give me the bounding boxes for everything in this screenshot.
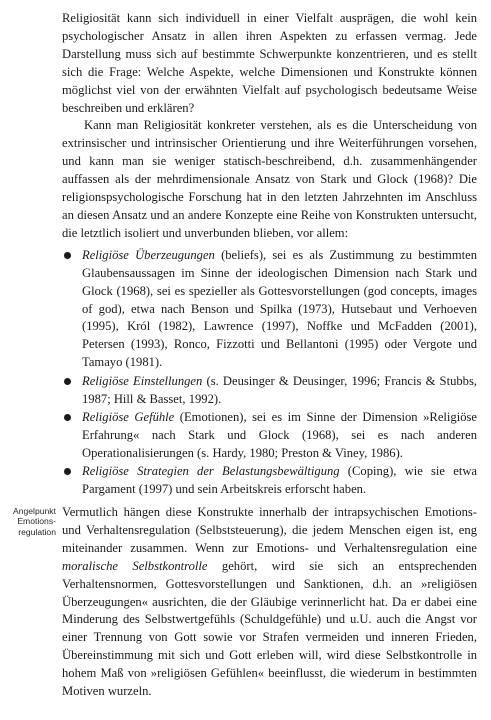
margin-note-line: Emotions-	[17, 516, 56, 527]
list-item-text: (beliefs), sei es als Zustimmung zu bestimmten Glaubensaussagen im Sinne der ideologischen Dimension nach Stark und Glock (1968), sei es spezieller als Gottesvorstellungen (god concepts, images of god), etwa nach Benson und Spilka (1973), Hutsebaut und Verhoeven (1995), Król (1982), Lawrence (1997), Noffke und McFadden (2001), Petersen (1993), Ronco, Fizzotti und Bellantoni (1995) oder Vergote und Tamayo (1981).	[82, 247, 477, 370]
list-item	[62, 247, 477, 372]
intro-paragraph: Religiosität kann sich individuell in einer Vielfalt ausprägen, die wohl kein psychologischer Ansatz in allen ihren Aspekten zu erfassen vermag. Jede Darstellung muss sich auf bestimmte Schwerpunkte konzentrieren, und es stellt sich die Frage: Welche Aspekte, welche Dimensionen und Konstrukte können möglichst viel von der erwähnten Vielfalt auf psychologisch bedeutsame Weise beschreiben und erklären?	[62, 11, 477, 115]
list-item	[62, 373, 477, 409]
second-paragraph: Kann man Religiosität konkreter verstehen, als es die Unterscheidung von extrinsischer und intrinsischer Orientierung und ihre Weiterführungen vorsehen, und kann man sie weniger statisch-beschreibend, d.h. zusammenhängender auffassen als der mehrdimensionale Ansatz von Stark und Glock (1968)? Die religionspsychologische Forschung hat in den letzten Jahrzehnten im Anschluss an diesen Ansatz und an andere Konzepte eine Reihe von Konstrukten untersucht, die letztlich isoliert und unverbunden blieben, vor allem:	[62, 118, 477, 240]
bullet-icon	[64, 252, 71, 259]
emphasis-term: moralische Selbstkontrolle	[62, 558, 208, 573]
construct-list	[62, 247, 477, 499]
list-item-text: (s. Deusinger & Deusinger, 1996; Francis & Stubbs, 1987; Hill & Basset, 1992).	[82, 373, 478, 406]
list-item-term: Religiöse Überzeugungen	[82, 247, 215, 262]
list-item-text: (Coping), wie sie etwa Pargament (1997) und sein Arbeitskreis erforscht haben.	[82, 464, 477, 497]
final-paragraph-text: gehört, wird sie sich an entsprechenden Verhaltensnormen, Gottesvorstellungen und Sanktionen, d.h. an »religiösen Überzeugungen« ausrichten, die der Gläubige verinnerlicht hat. Da er dabei eine Minderung des Selbstwertgefühls (Schuldgefühle) und u.U. auch die Angst vor einer Trennung von Gott sowie vor Strafen vermeiden und inneren Frieden, Übereinstimmung mit sich und Gott erleben will, wird diese Selbstkontrolle in hohem Maß von »religiösen Gefühlen« beeinflusst, die wiederum in bestimmten Motiven wurzeln.	[62, 558, 477, 699]
list-item-term: Religiöse Gefühle	[82, 409, 175, 424]
list-item	[62, 463, 477, 499]
list-item-term: Religiöse Einstellungen	[82, 373, 203, 388]
final-paragraph	[62, 504, 477, 701]
margin-note-line: Angelpunkt	[12, 505, 56, 516]
bullet-icon	[64, 468, 71, 475]
margin-note-line: regulation	[18, 526, 56, 537]
list-item	[62, 409, 477, 463]
bullet-icon	[64, 378, 71, 385]
list-item-term: Religiöse Strategien der Belastungsbewältigung	[82, 464, 340, 479]
list-item-text: (Emotionen), sei es im Sinne der Dimension »Religiöse Erfahrung« nach Stark und Glock (1968), sei es nach anderen Operationalisierungen (s. Hardy, 1980; Preston & Viney, 1986).	[82, 409, 477, 460]
margin-note	[4, 506, 56, 538]
final-paragraph-text: Vermutlich hängen diese Konstrukte innerhalb der intrapsychischen Emotions- und Verhaltensregulation (Selbststeuerung), die jedem Menschen eigen ist, eng miteinander zusammen. Wenn zur Emotions- und Verhaltensregulation eine	[62, 504, 477, 555]
emotion-regulation-section	[12, 504, 477, 701]
bullet-icon	[64, 414, 71, 421]
